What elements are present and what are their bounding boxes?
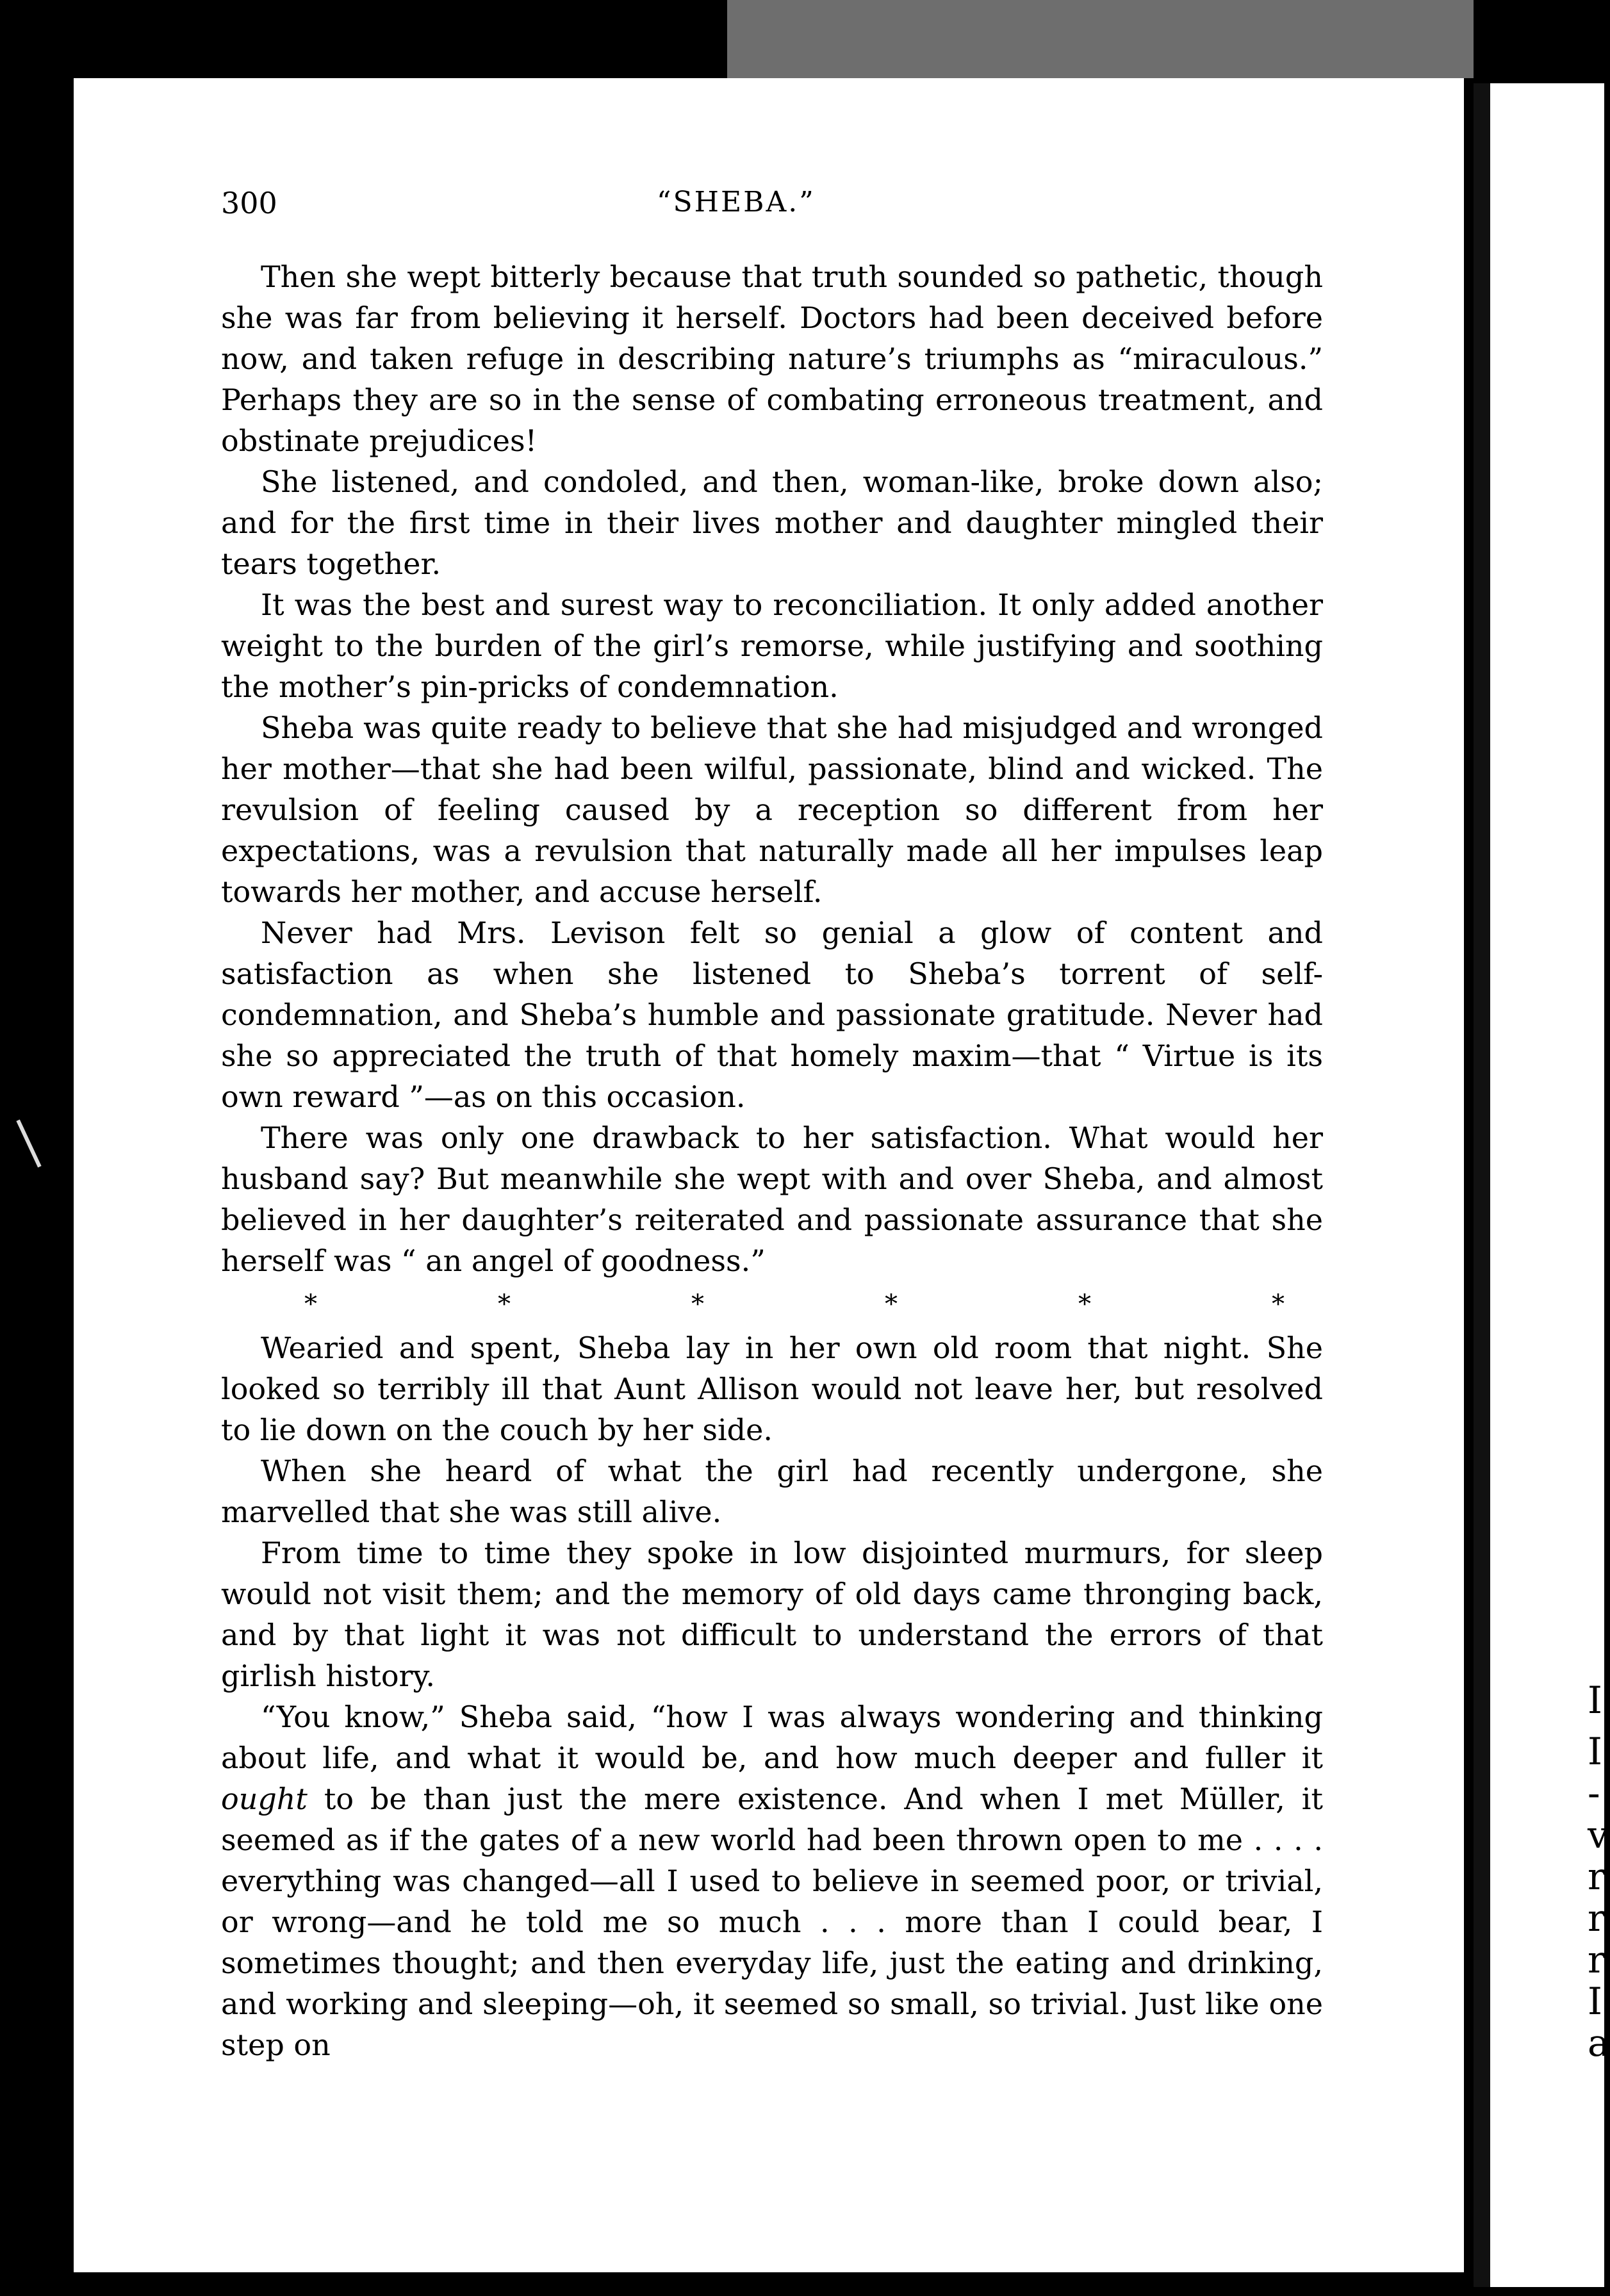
page-header: [221, 186, 1336, 237]
paragraph-text: to be than just the mere existence. And when I met Müller, it seemed as if the gates of a new world had been thrown open to me . . . . everything was changed—all I used to believe in seemed poor, or trivial, or wrong—and he told me so much . . . more than I could bear, I sometimes thought; and then everyday life, just the eating and drinking, and working and sleeping—oh, it seemed so small, so trivial. Just like one step on: [221, 1782, 1323, 2062]
paragraph: Then she wept bitterly because that truth sounded so pathetic, though she was far from believing it herself. Doctors had been deceived before now, and taken refuge in describing nature’s triumphs as “miraculous.” Perhaps they are so in the sense of combating erroneous treatment, and obstinate prejudices!: [221, 259, 1323, 458]
running-head: “SHEBA.”: [657, 186, 816, 218]
separator-asterisk: *: [498, 1290, 511, 1319]
page-number: 300: [221, 186, 277, 220]
paragraph: She listened, and condoled, and then, woman-like, broke down also; and for the first time in their lives mother and daughter mingled their tears together.: [221, 464, 1323, 581]
separator-asterisk: *: [691, 1290, 704, 1319]
paragraph: There was only one drawback to her satisfaction. What would her husband say? But meanwhile she wept with and over Sheba, and almost believed in her daughter’s reiterated and passionate assurance that she herself was “ an angel of goodness.”: [221, 1120, 1323, 1278]
facing-page-glyph: r: [1588, 1855, 1606, 1898]
facing-page-glyph: I: [1588, 1678, 1602, 1722]
separator-asterisk: *: [304, 1290, 317, 1319]
book-gutter: [1474, 83, 1490, 2287]
paragraph-text: “You know,” Sheba said, “how I was always wondering and thinking about life, and what it would be, and how much deeper and fuller it: [221, 1700, 1323, 1775]
facing-page-glyph: r: [1588, 1938, 1606, 1981]
paragraph: It was the best and surest way to reconciliation. It only added another weight to the burden of the girl’s remorse, while justifying and soothing the mother’s pin-pricks of condemnation.: [221, 587, 1323, 704]
scan-artifact-mark: [16, 1119, 41, 1167]
paragraph: From time to time they spoke in low disjointed murmurs, for sleep would not visit them; and the memory of old days came thronging back, and by that light it was not difficult to understand the errors of that girlish history.: [221, 1536, 1323, 1693]
paragraph: Never had Mrs. Levison felt so genial a glow of content and satisfaction as when she listened to Sheba’s torrent of self-condemnation, and Sheba’s humble and passionate gratitude. Never had she so appreciated the truth of that homely maxim—that “ Virtue is its own reward ”—as on this occasion.: [221, 915, 1323, 1114]
separator-asterisk: *: [1078, 1290, 1091, 1319]
paragraph: [221, 1696, 1323, 2065]
facing-page-glyph: I: [1588, 1980, 1602, 2023]
facing-page-glyph: I: [1588, 1730, 1602, 1773]
separator-asterisk: *: [1272, 1290, 1285, 1319]
separator-asterisk: *: [885, 1290, 898, 1319]
facing-page-edge: [1474, 83, 1604, 2287]
paragraph: When she heard of what the girl had recently undergone, she marvelled that she was still alive.: [221, 1454, 1323, 1529]
italic-word: ought: [221, 1782, 308, 1816]
facing-page-glyph: a: [1588, 2021, 1610, 2065]
body-text: [221, 256, 1323, 2065]
paragraph: Wearied and spent, Sheba lay in her own old room that night. She looked so terribly ill that Aunt Allison would not leave her, but resolved to lie down on the couch by her side.: [221, 1331, 1323, 1447]
section-separator: [221, 1284, 1323, 1325]
paragraph: Sheba was quite ready to believe that she had misjudged and wronged her mother—that she had been wilful, passionate, blind and wicked. The revulsion of feeling caused by a reception so different from her expectations, was a revulsion that naturally made all her impulses leap towards her mother, and accuse herself.: [221, 710, 1323, 909]
facing-page-glyph: v: [1588, 1813, 1609, 1857]
facing-page-glyph: r: [1588, 1896, 1606, 1940]
scan-background-strip: [727, 0, 1474, 78]
facing-page-glyph: -: [1588, 1771, 1600, 1815]
